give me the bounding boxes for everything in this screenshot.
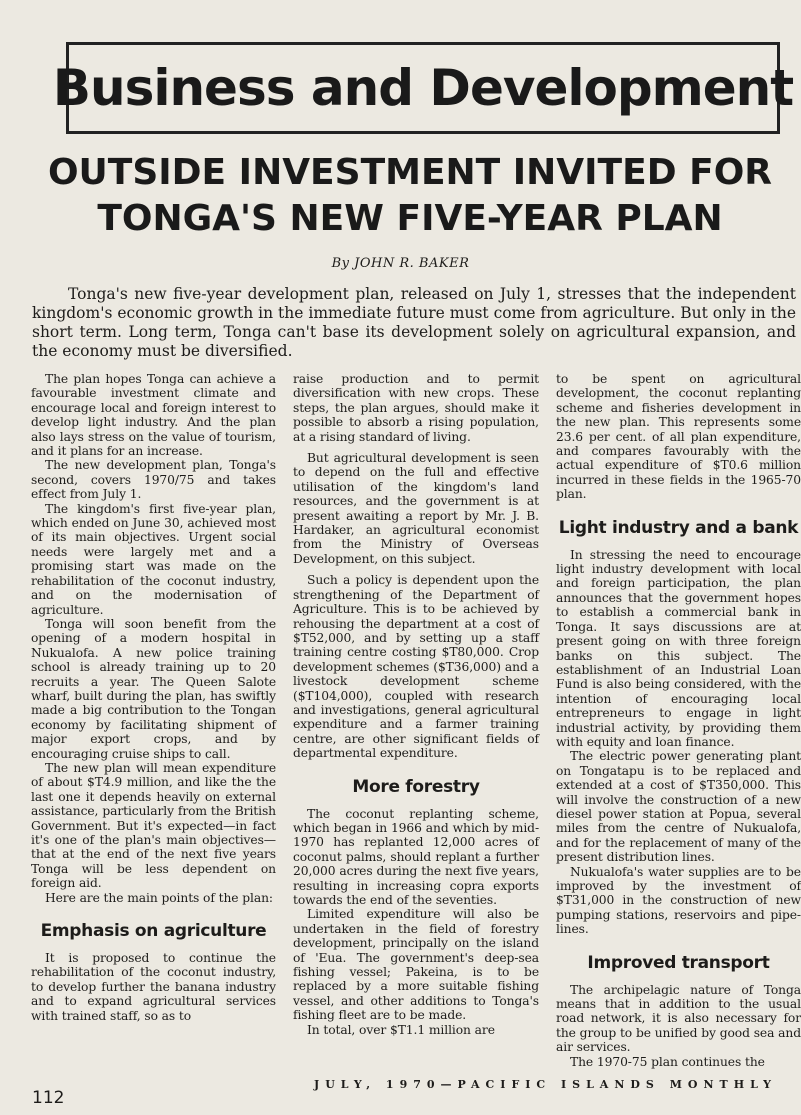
- column-2: [293, 372, 539, 1037]
- paragraph: The coconut replanting scheme, which began in 1966 and which by mid-1970 has replanted 12,000 acres of coconut palms, should replant a further 20,000 acres during the next five years, resulting in increasing copra exports towards the end of the seventies.: [293, 806, 539, 907]
- paragraph: The 1970-75 plan continues the: [570, 1054, 765, 1069]
- column-3: [556, 372, 801, 1069]
- section-banner: [52, 42, 794, 134]
- paragraph: The plan hopes Tonga can achieve a favourable investment climate and encourage local and foreign interest to develop light industry. And the plan also lays stress on the value of tourism, and it plans for an increase.: [31, 372, 276, 459]
- running-title: JULY, 1970—PACIFIC ISLANDS MONTHLY: [314, 1078, 777, 1091]
- paragraph: Tonga will soon benefit from the opening of a modern hospital in Nukualofa. A new police training school is already training up to 20 recruits a year. The Queen Salote wharf, built during the plan, has swiftly made a big contribution to the Tongan economy by facilitating shipment of major export crops, and by encouraging cruise ships to call.: [31, 616, 276, 761]
- headline-line-1: OUTSIDE INVESTMENT INVITED FOR: [47, 152, 773, 193]
- column-1: [31, 372, 276, 1023]
- paragraph: In stressing the need to encourage light industry development with local and foreign participation, the plan announces that the government hopes to establish a commercial bank in Tonga. It says discussions are at present going on with three foreign banks on this subject. The establishment of an Industrial Loan Fund is also being considered, with the intention of encouraging local entrepreneurs to engage in light industrial activity, by providing them with equity and loan finance.: [556, 547, 801, 749]
- paragraph: Here are the main points of the plan:: [45, 890, 273, 905]
- paragraph: It is proposed to continue the rehabilitation of the coconut industry, to develop further the banana industry and to expand agricultural services with trained staff, so as to: [31, 951, 276, 1023]
- paragraph: raise production and to permit diversification with new crops. These steps, the plan argues, should make it possible to absorb a rising population, at a rising standard of living.: [293, 372, 539, 444]
- paragraph: Such a policy is dependent upon the strengthening of the Department of Agriculture. This is to be achieved by rehousing the department at a cost of $T52,000, and by setting up a staff training centre costing $T80,000. Crop development schemes ($T36,000) and a livestock development scheme ($T104,000), coupled with research and investigations, general agricultural expenditure and a farmer training centre, are other significant fields of departmental expenditure.: [293, 573, 539, 761]
- paragraph: The kingdom's first five-year plan, which ended on June 30, achieved most of its main objectives. Urgent social needs were largely met and a promising start was made on the rehabilitation of the coconut industry, and on the modernisation of agriculture.: [31, 501, 276, 617]
- paragraph: Limited expenditure will also be undertaken in the field of forestry development, principally on the island of 'Eua. The government's deep-sea fishing vessel; Pakeina, is to be replaced by a more suitable fishing vessel, and other additions to Tonga's fishing fleet are to be made.: [293, 907, 539, 1023]
- headline-line-2: TONGA'S NEW FIVE-YEAR PLAN: [97, 198, 723, 239]
- page-number: 112: [32, 1088, 65, 1108]
- paragraph: But agricultural development is seen to depend on the full and effective utilisation of the kingdom's land resources, and the government is at present awaiting a report by Mr. J. B. Hardaker, an agricultural economist from the Ministry of Overseas Development, on this subject.: [293, 451, 539, 566]
- subhead-emphasis-on-agriculture: Emphasis on agriculture: [40, 921, 267, 942]
- byline: By JOHN R. BAKER: [331, 256, 470, 271]
- paragraph: In total, over $T1.1 million are: [307, 1022, 495, 1037]
- paragraph: The archipelagic nature of Tonga means that in addition to the usual road network, it is also necessary for the group to be unified by good sea and air services.: [556, 982, 801, 1055]
- paragraph: The new plan will mean expenditure of about $T4.9 million, and like the the last one it depends heavily on external assistance, particularly from the British Government. But it's expected—in fact it's one of the plan's main objectives—that at the end of the next five years Tonga will be less dependent on foreign aid.: [31, 760, 276, 891]
- lede-paragraph: Tonga's new five-year development plan, released on July 1, stresses that the independent kingdom's economic growth in the immediate future must come from agriculture. But only in the short term. Long term, Tonga can't base its development solely on agricultural expansion, and the economy must be diversified.: [32, 285, 797, 360]
- subhead-more-forestry: More forestry: [352, 776, 480, 797]
- subhead-improved-transport: Improved transport: [587, 952, 770, 973]
- paragraph: The electric power generating plant on Tongatapu is to be replaced and extended at a cost of $T350,000. This will involve the construction of a new diesel power station at Popua, several miles from the centre of Nukualofa, and for the replacement of many of the present distribution lines.: [556, 749, 801, 865]
- section-title: Business and Development: [52, 59, 794, 117]
- subhead-light-industry: Light industry and a bank: [558, 517, 799, 538]
- paragraph: to be spent on agricultural development, the coconut replanting scheme and fisheries development in the new plan. This represents some 23.6 per cent. of all plan expenditure, and compares favourably with the actual expenditure of $T0.6 million incurred in these fields in the 1965-70 plan.: [556, 372, 801, 502]
- paragraph: Nukualofa's water supplies are to be improved by the investment of $T31,000 in the construction of new pumping stations, reservoirs and pipe-lines.: [556, 864, 801, 937]
- paragraph: The new development plan, Tonga's second, covers 1970/75 and takes effect from July 1.: [31, 458, 276, 502]
